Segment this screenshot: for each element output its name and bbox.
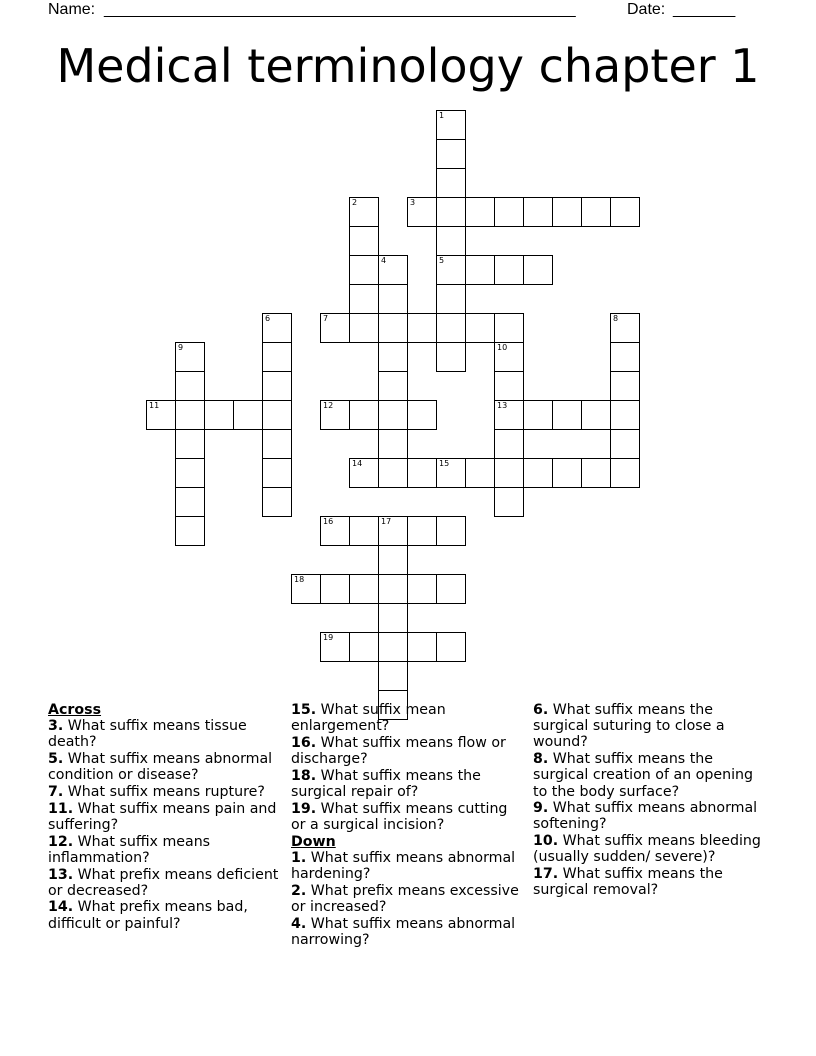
clue-number: 10. [533, 833, 559, 850]
grid-cell[interactable] [407, 632, 437, 662]
grid-cell[interactable] [610, 458, 640, 488]
name-blank: _____________________________________________________ [104, 1, 576, 18]
clue-text: What suffix means abnormal narrowing? [291, 915, 516, 948]
grid-cell[interactable] [175, 400, 205, 430]
clue-text: What prefix means excessive or increased? [291, 882, 519, 915]
down-heading: Down [291, 833, 336, 850]
grid-cell[interactable] [378, 661, 408, 691]
clue-text: What suffix means the surgical removal? [533, 866, 723, 899]
clue-down-9 [533, 800, 768, 832]
clue-down-1 [291, 850, 521, 882]
grid-cell[interactable] [349, 255, 379, 285]
grid-cell[interactable] [494, 429, 524, 459]
clue-number: 1. [291, 849, 307, 866]
cell-number: 5 [439, 256, 445, 265]
grid-cell[interactable] [494, 197, 524, 227]
cell-number: 6 [265, 314, 271, 323]
grid-cell[interactable] [610, 197, 640, 227]
grid-cell[interactable] [407, 516, 437, 546]
grid-cell[interactable] [175, 342, 205, 372]
grid-cell[interactable] [320, 516, 350, 546]
grid-cell[interactable] [407, 197, 437, 227]
clue-across-19 [291, 801, 521, 833]
clue-across-3 [48, 718, 283, 750]
cell-number: 19 [323, 633, 334, 642]
clue-number: 9. [533, 800, 549, 817]
grid-cell[interactable] [378, 545, 408, 575]
grid-cell[interactable] [349, 313, 379, 343]
grid-cell[interactable] [262, 371, 292, 401]
grid-cell[interactable] [523, 255, 553, 285]
grid-cell[interactable] [436, 516, 466, 546]
clue-text: What suffix means abnormal hardening? [291, 849, 516, 883]
clue-number: 11. [48, 800, 74, 817]
cell-number: 16 [323, 517, 334, 526]
clue-across-14 [48, 899, 283, 931]
grid-cell[interactable] [378, 458, 408, 488]
grid-cell[interactable] [610, 313, 640, 343]
grid-cell[interactable] [175, 516, 205, 546]
grid-cell[interactable] [436, 458, 466, 488]
clue-number: 8. [533, 751, 549, 768]
clue-across-13 [48, 867, 283, 899]
grid-cell[interactable] [494, 313, 524, 343]
clue-text: What suffix mean enlargement? [291, 702, 446, 735]
grid-cell[interactable] [581, 458, 611, 488]
grid-cell[interactable] [494, 487, 524, 517]
grid-cell[interactable] [378, 603, 408, 633]
grid-cell[interactable] [378, 313, 408, 343]
clue-text: What prefix means deficient or decreased? [48, 866, 279, 899]
grid-cell[interactable] [204, 400, 234, 430]
grid-cell[interactable] [262, 487, 292, 517]
clue-number: 2. [291, 882, 307, 899]
grid-cell[interactable] [436, 284, 466, 314]
clue-number: 6. [533, 702, 549, 718]
grid-cell[interactable] [407, 458, 437, 488]
grid-cell[interactable] [407, 574, 437, 604]
cell-number: 3 [410, 198, 416, 207]
grid-cell[interactable] [436, 168, 466, 198]
clue-number: 5. [48, 751, 64, 768]
clue-down-6 [533, 702, 768, 751]
clue-across-5 [48, 751, 283, 783]
grid-cell[interactable] [610, 429, 640, 459]
grid-cell[interactable] [465, 255, 495, 285]
clue-number: 3. [48, 718, 64, 735]
grid-cell[interactable] [262, 429, 292, 459]
grid-cell[interactable] [349, 226, 379, 256]
grid-cell[interactable] [494, 400, 524, 430]
grid-cell[interactable] [262, 342, 292, 372]
grid-cell[interactable] [320, 400, 350, 430]
grid-cell[interactable] [436, 574, 466, 604]
clue-text: What prefix means bad, difficult or painful? [48, 899, 248, 932]
grid-cell[interactable] [610, 371, 640, 401]
clue-number: 16. [291, 734, 317, 751]
clue-text: What suffix means rupture? [67, 784, 265, 801]
grid-cell[interactable] [378, 632, 408, 662]
grid-cell[interactable] [349, 458, 379, 488]
grid-cell[interactable] [262, 400, 292, 430]
grid-cell[interactable] [407, 313, 437, 343]
grid-cell[interactable] [349, 284, 379, 314]
grid-cell[interactable] [349, 516, 379, 546]
grid-cell[interactable] [436, 255, 466, 285]
cell-number: 7 [323, 314, 329, 323]
grid-cell[interactable] [436, 342, 466, 372]
grid-cell[interactable] [552, 197, 582, 227]
grid-cell[interactable] [175, 429, 205, 459]
clue-text: What suffix means tissue death? [48, 718, 247, 751]
clue-column-2 [291, 702, 521, 949]
grid-cell[interactable] [610, 342, 640, 372]
grid-cell[interactable] [378, 342, 408, 372]
clue-text: What suffix means the surgical suturing to close a wound? [533, 702, 725, 751]
grid-cell[interactable] [378, 516, 408, 546]
cell-number: 8 [613, 314, 619, 323]
grid-cell[interactable] [436, 632, 466, 662]
clue-number: 15. [291, 702, 317, 718]
grid-cell[interactable] [175, 487, 205, 517]
grid-cell[interactable] [552, 458, 582, 488]
cell-number: 12 [323, 401, 334, 410]
clue-across-15 [291, 702, 521, 734]
clue-text: What suffix means abnormal softening? [533, 800, 758, 833]
grid-cell[interactable] [552, 400, 582, 430]
clue-text: What suffix means bleeding (usually sudden/ severe)? [533, 833, 761, 866]
clue-text: What suffix means flow or discharge? [291, 734, 506, 768]
clue-across-12 [48, 834, 283, 866]
grid-cell[interactable] [378, 400, 408, 430]
clue-number: 13. [48, 866, 74, 883]
grid-cell[interactable] [581, 400, 611, 430]
cell-number: 11 [149, 401, 160, 410]
page-title: Medical terminology chapter 1 [56, 39, 760, 93]
date-label: Date: [627, 1, 666, 18]
clue-across-11 [48, 801, 283, 833]
clue-column-3 [533, 702, 768, 899]
grid-cell[interactable] [291, 574, 321, 604]
cell-number: 1 [439, 111, 445, 120]
cell-number: 10 [497, 343, 508, 352]
grid-cell[interactable] [175, 371, 205, 401]
clue-number: 18. [291, 767, 317, 784]
grid-cell[interactable] [523, 400, 553, 430]
cell-number: 9 [178, 343, 184, 352]
clue-text: What suffix means pain and suffering? [48, 800, 277, 833]
grid-cell[interactable] [262, 313, 292, 343]
grid-cell[interactable] [349, 574, 379, 604]
clue-number: 14. [48, 899, 74, 916]
grid-cell[interactable] [378, 574, 408, 604]
grid-cell[interactable] [494, 342, 524, 372]
grid-cell[interactable] [320, 632, 350, 662]
clue-down-8 [533, 751, 768, 800]
clue-text: What suffix means the surgical repair of? [291, 767, 481, 801]
grid-cell[interactable] [436, 197, 466, 227]
cell-number: 4 [381, 256, 387, 265]
grid-cell[interactable] [320, 574, 350, 604]
clue-column-1 [48, 702, 283, 932]
across-heading: Across [48, 702, 102, 718]
grid-cell[interactable] [349, 400, 379, 430]
grid-cell[interactable] [494, 255, 524, 285]
grid-cell[interactable] [610, 400, 640, 430]
grid-cell[interactable] [581, 197, 611, 227]
grid-cell[interactable] [436, 110, 466, 140]
grid-cell[interactable] [175, 458, 205, 488]
cell-number: 17 [381, 517, 392, 526]
clue-number: 17. [533, 866, 559, 883]
grid-cell[interactable] [523, 458, 553, 488]
grid-cell[interactable] [349, 632, 379, 662]
grid-cell[interactable] [465, 313, 495, 343]
date-blank: _______ [673, 1, 736, 18]
clue-text: What suffix means inflammation? [48, 833, 211, 866]
clue-across-7 [48, 784, 283, 800]
grid-cell[interactable] [349, 197, 379, 227]
grid-cell[interactable] [494, 371, 524, 401]
grid-cell[interactable] [378, 429, 408, 459]
cell-number: 15 [439, 459, 450, 468]
grid-cell[interactable] [436, 139, 466, 169]
name-label: Name: [48, 1, 96, 18]
grid-cell[interactable] [465, 458, 495, 488]
clue-text: What suffix means cutting or a surgical incision? [291, 800, 508, 833]
grid-cell[interactable] [494, 458, 524, 488]
grid-cell[interactable] [233, 400, 263, 430]
clue-number: 12. [48, 833, 74, 850]
grid-cell[interactable] [523, 197, 553, 227]
clue-across-18 [291, 768, 521, 800]
grid-cell[interactable] [262, 458, 292, 488]
grid-cell[interactable] [378, 371, 408, 401]
grid-cell[interactable] [146, 400, 176, 430]
grid-cell[interactable] [378, 255, 408, 285]
grid-cell[interactable] [465, 197, 495, 227]
clue-down-17 [533, 866, 768, 898]
clue-number: 4. [291, 915, 307, 932]
cell-number: 2 [352, 198, 358, 207]
clue-number: 7. [48, 784, 64, 801]
clue-text: What suffix means the surgical creation of an opening to the body surface? [533, 751, 754, 800]
clue-text: What suffix means abnormal condition or disease? [48, 751, 273, 784]
grid-cell[interactable] [436, 313, 466, 343]
cell-number: 14 [352, 459, 363, 468]
grid-cell[interactable] [407, 400, 437, 430]
clue-down-2 [291, 883, 521, 915]
grid-cell[interactable] [378, 284, 408, 314]
clue-down-4 [291, 916, 521, 948]
grid-cell[interactable] [320, 313, 350, 343]
clue-across-16 [291, 735, 521, 767]
clue-number: 19. [291, 800, 317, 817]
clue-down-10 [533, 833, 768, 865]
cell-number: 18 [294, 575, 305, 584]
cell-number: 13 [497, 401, 508, 410]
grid-cell[interactable] [436, 226, 466, 256]
